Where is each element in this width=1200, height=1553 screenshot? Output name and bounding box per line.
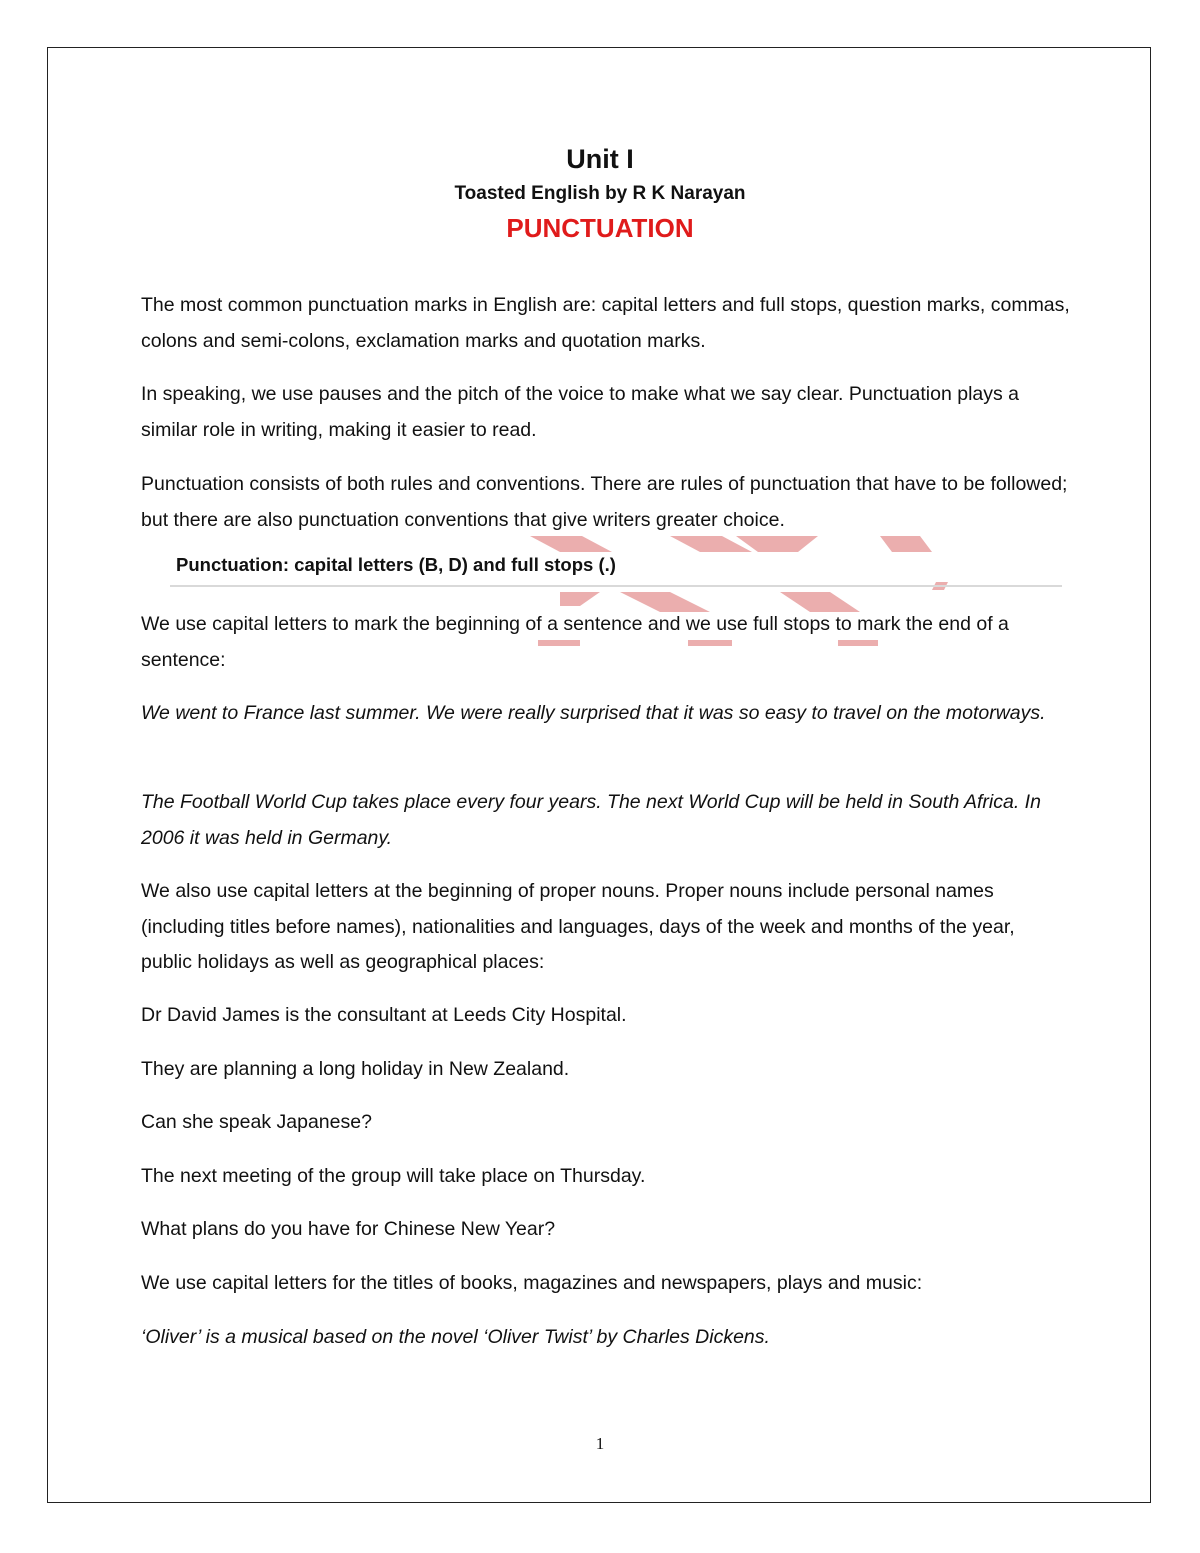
section-paragraph-3: We use capital letters for the titles of books, magazines and newspapers, plays and music: xyxy=(141,1272,923,1294)
section-divider xyxy=(170,585,1062,587)
unit-title: Unit I xyxy=(566,144,634,174)
example-sentence-4: They are planning a long holiday in New Zealand. xyxy=(141,1058,570,1080)
intro-paragraph-3: Punctuation consists of both rules and conventions. There are rules of punctuation that have to be followed; but there are also punctuation conventions that give writers greater choice. xyxy=(141,473,1068,531)
topic-title: PUNCTUATION xyxy=(506,213,694,243)
example-sentence-1: We went to France last summer. We were really surprised that it was so easy to travel on the motorways. xyxy=(141,702,1046,724)
example-sentence-2: The Football World Cup takes place every four years. The next World Cup will be held in South Africa. In 2006 it was held in Germany. xyxy=(141,791,1041,849)
intro-paragraph-2: In speaking, we use pauses and the pitch of the voice to make what we say clear. Punctuation plays a similar role in writing, making it easier to read. xyxy=(141,383,1020,441)
example-sentence-8: ‘Oliver’ is a musical based on the novel ‘Oliver Twist’ by Charles Dickens. xyxy=(141,1326,770,1348)
intro-paragraph-1: The most common punctuation marks in English are: capital letters and full stops, question marks, commas, colons and semi-colons, exclamation marks and quotation marks. xyxy=(141,294,1070,352)
example-sentence-6: The next meeting of the group will take place on Thursday. xyxy=(141,1165,646,1187)
section-paragraph-1: We use capital letters to mark the beginning of a sentence and we use full stops to mark the end of a sentence: xyxy=(141,613,1009,671)
example-sentence-7: What plans do you have for Chinese New Year? xyxy=(141,1218,556,1240)
example-sentence-5: Can she speak Japanese? xyxy=(141,1111,372,1133)
document-subtitle: Toasted English by R K Narayan xyxy=(454,183,746,204)
section-heading: Punctuation: capital letters (B, D) and full stops (.) xyxy=(176,554,616,575)
section-paragraph-2: We also use capital letters at the beginning of proper nouns. Proper nouns include personal names (including titles before names), nationalities and languages, days of the week and months of the year, public holidays as well as geographical places: xyxy=(141,880,1015,973)
example-sentence-3: Dr David James is the consultant at Leeds City Hospital. xyxy=(141,1004,627,1026)
page-number: 1 xyxy=(595,1434,605,1453)
